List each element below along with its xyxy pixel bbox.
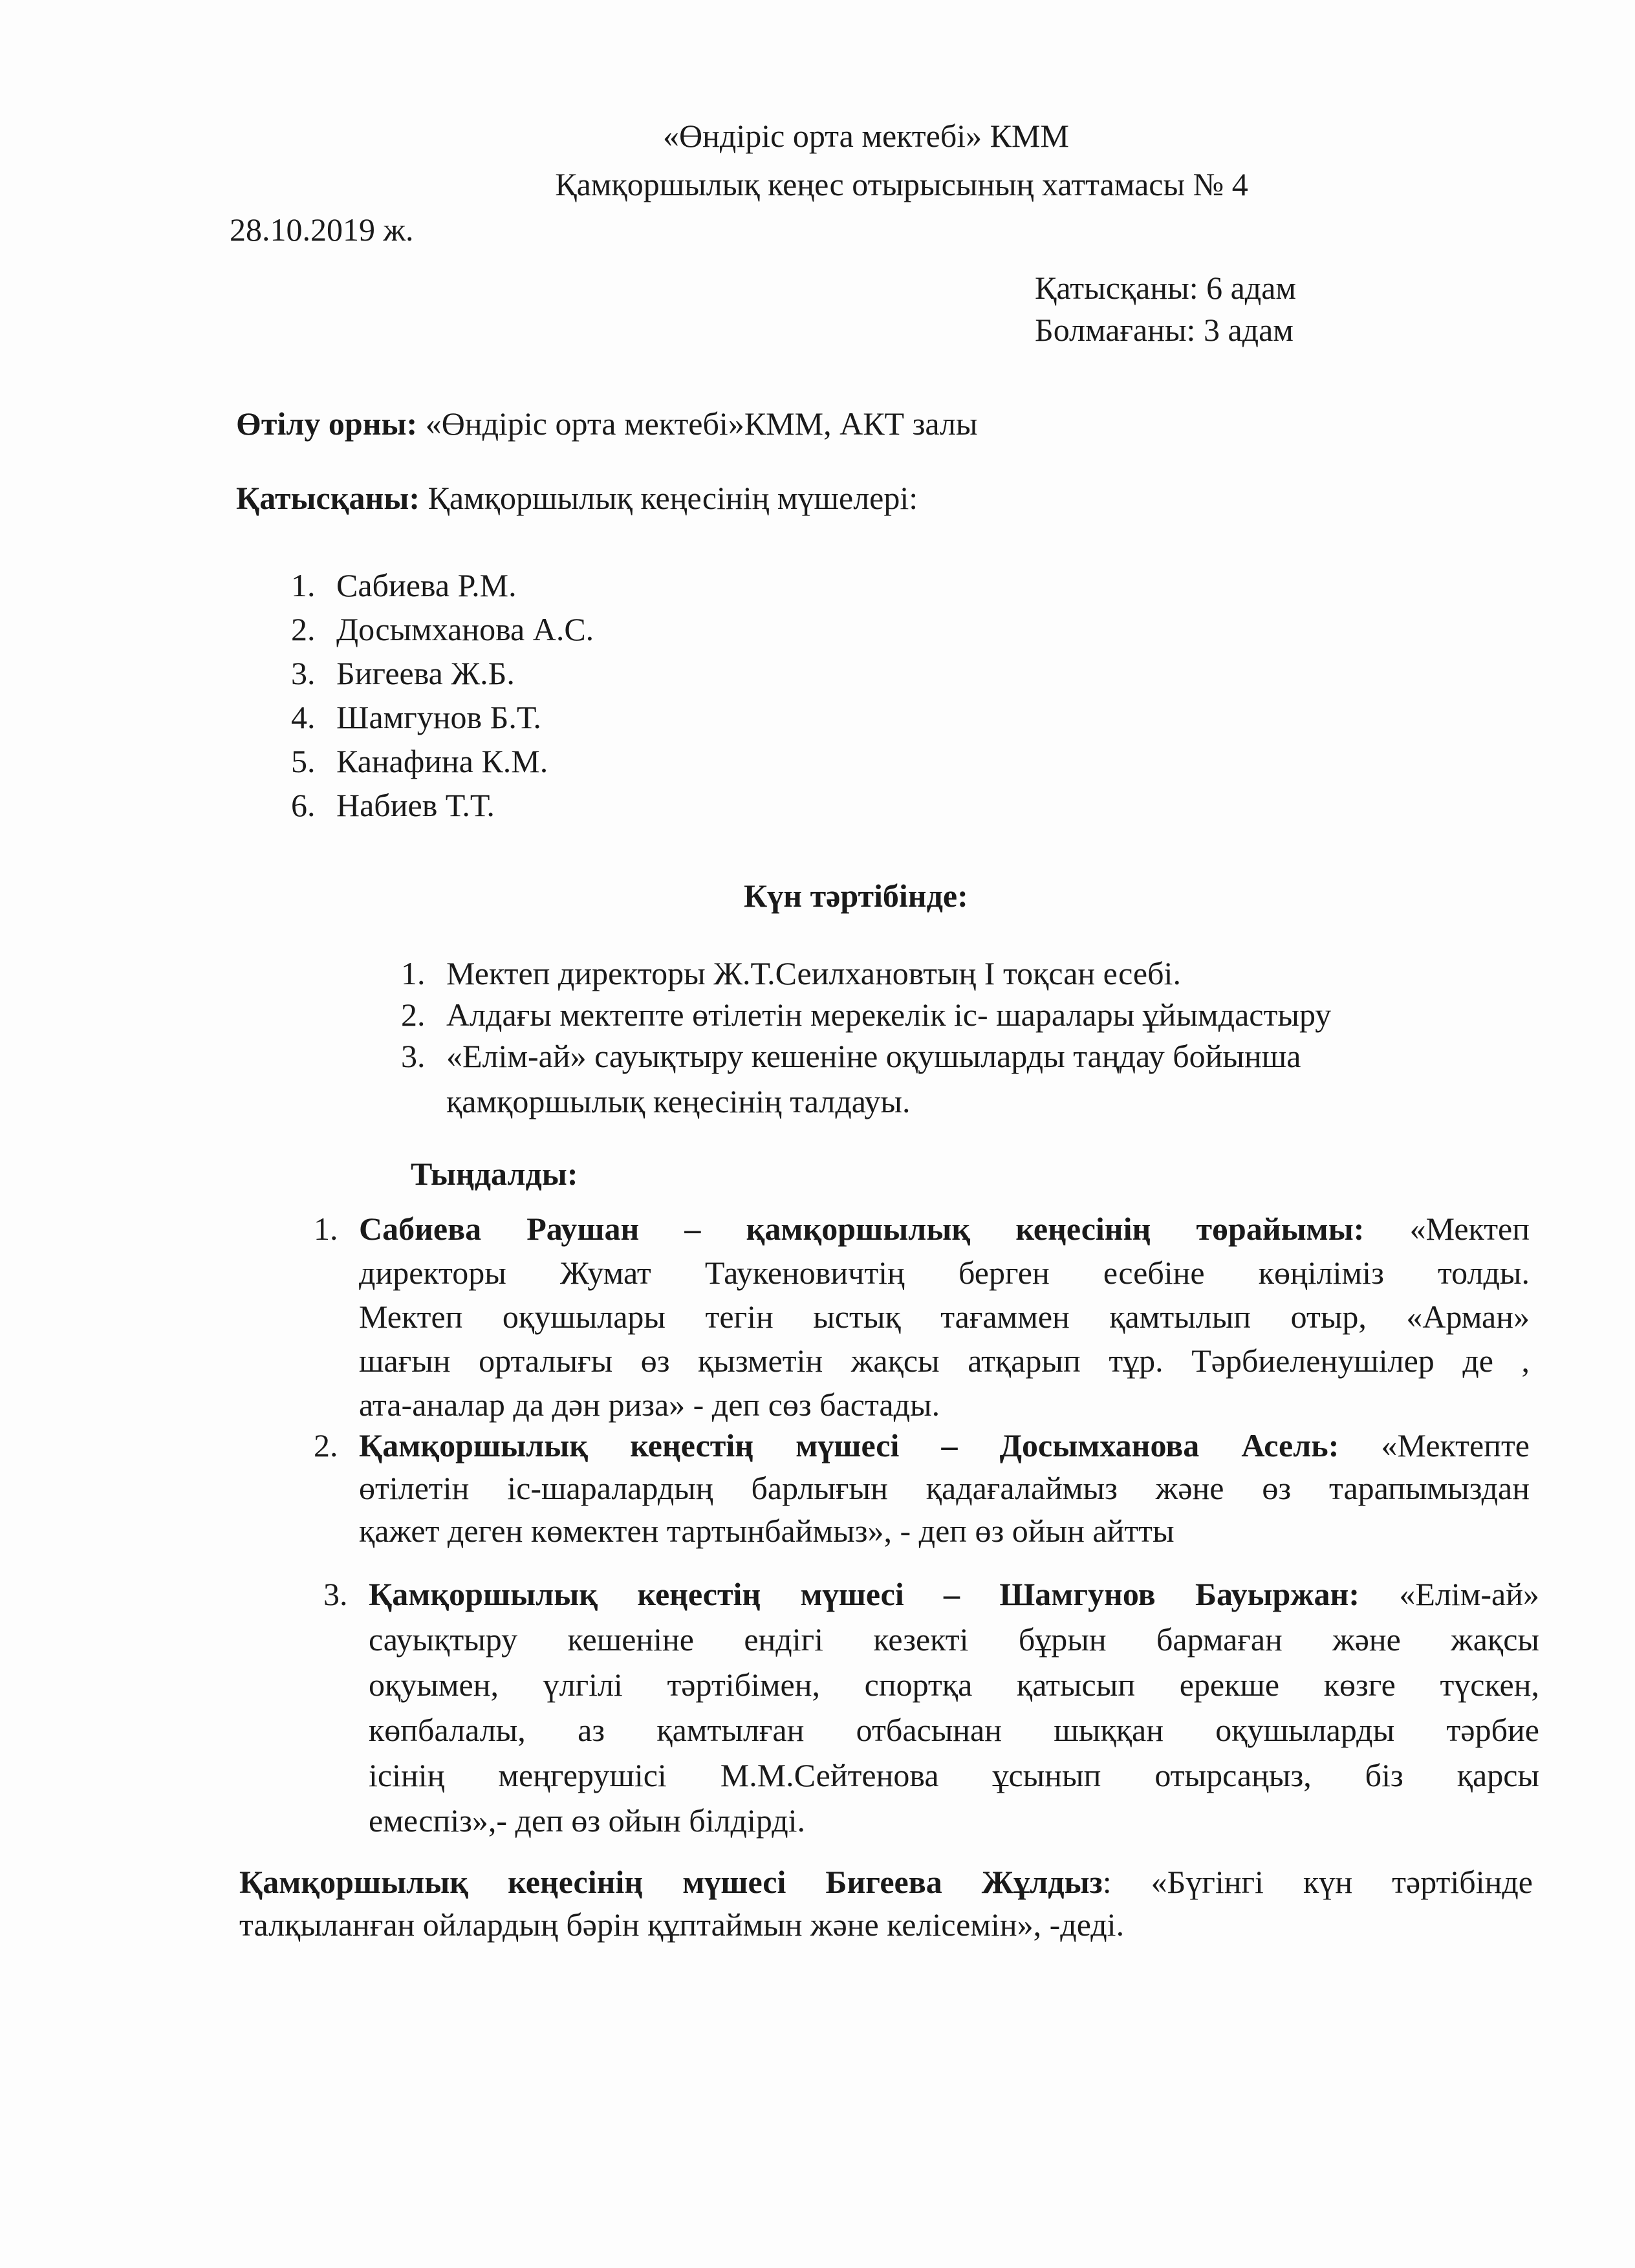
heard-item: 2. Қамқоршылық кеңестің мүшесі – Досымханова Асель: «Мектепте өтілетін іс-шаралардың барлығын қадағалаймыз және өз тарапымыздан қажет деген көмектен тартынбаймыз», - деп өз ойын айтты [314,1427,1530,1549]
agenda-item: 3. «Елім-ай» сауықтыру кешеніне оқушыларды таңдау бойынша қамқоршылық кеңесінің талдауы. [401,1038,1301,1119]
heard-item: 1. Сабиева Раушан – қамқоршылық кеңесінің төрайымы: «Мектеп директоры Жумат Таукеновичтің берген есебіне көңіліміз толды. Мектеп оқушылары тегін ыстық тағаммен қамтылып отыр, «Арман» шағын орталығы өз қызметін жақсы атқарып тұр. Тәрбиеленушілер де , ата-аналар да дән риза» - деп сөз бастады. [314,1211,1530,1423]
member-name: Набиев Т.Т. [336,787,495,823]
member-item: 1. Сабиева Р.М. [291,567,517,603]
protocol-title: Қамқоршылық кеңес отырысының хаттамасы № 4 [555,166,1248,202]
agenda-item: 2. Алдағы мектепте өтілетін мерекелік іс- шаралары ұйымдастыру [401,997,1332,1033]
members-list [291,566,594,830]
heard-item: 3. Қамқоршылық кеңестің мүшесі – Шамгунов Бауыржан: «Елім-ай» сауықтыру кешеніне ендігі кезекті бұрын бармаған және жақсы оқуымен, үлгілі тәртібімен, спортқа қатысып ерекше көзге түскен, көпбалалы, аз қамтылған отбасынан шыққан оқушыларды тәрбие ісінің меңгерушісі М.М.Сейтенова ұсынып отырсаңыз, біз қарсы емеспіз»,- деп өз ойын білдірді. [323,1576,1539,1839]
venue-label: Өтілу орны: [236,405,418,442]
closing-statement: Қамқоршылық кеңесінің мүшесі Бигеева Жұлдыз: «Бүгінгі күн тәртібінде талқыланған ойлардың бәрін құптаймын және келісемін», -деді. [239,1864,1533,1943]
member-name: Канафина К.М. [336,743,548,779]
speaker-name: Қамқоршылық кеңестің мүшесі – Досымханова Асель: [359,1427,1339,1463]
attendance-present: Қатысқаны: 6 адам [1035,270,1297,306]
agenda-title: Күн тәртібінде: [744,878,968,914]
member-name: Досымханова А.С. [336,611,594,647]
meeting-date: 28.10.2019 ж. [230,211,414,248]
member-item: 6. Набиев Т.Т. [291,787,495,823]
member-item: 3. Бигеева Ж.Б. [291,655,515,691]
agenda-item: 1. Мектеп директоры Ж.Т.Сеилхановтың І тоқсан есебі. [401,955,1181,991]
member-name: Сабиева Р.М. [336,567,517,603]
venue-line [236,404,978,443]
venue-value: «Өндіріс орта мектебі»КММ, АКТ залы [417,405,978,442]
closing-speaker: Қамқоршылық кеңесінің мүшесі Бигеева Жұлдыз [239,1864,1103,1900]
participants-line [236,479,918,517]
member-name: Шамгунов Б.Т. [336,699,541,735]
member-item: 2. Досымханова А.С. [291,611,594,647]
participants-label: Қатысқаны: [236,480,420,516]
heard-title: Тыңдалды: [411,1156,578,1192]
school-name: «Өндіріс орта мектебі» КММ [663,118,1069,154]
member-name: Бигеева Ж.Б. [336,655,515,691]
speaker-name: Қамқоршылық кеңестің мүшесі – Шамгунов Бауыржан: [369,1576,1360,1612]
member-item: 5. Канафина К.М. [291,743,548,779]
agenda-list [401,954,1331,1121]
attendance-absent: Болмағаны: 3 адам [1035,312,1294,348]
speaker-name: Сабиева Раушан – қамқоршылық кеңесінің төрайымы: [359,1211,1365,1247]
member-item: 4. Шамгунов Б.Т. [291,699,541,735]
participants-value: Қамқоршылық кеңесінің мүшелері: [420,480,918,516]
